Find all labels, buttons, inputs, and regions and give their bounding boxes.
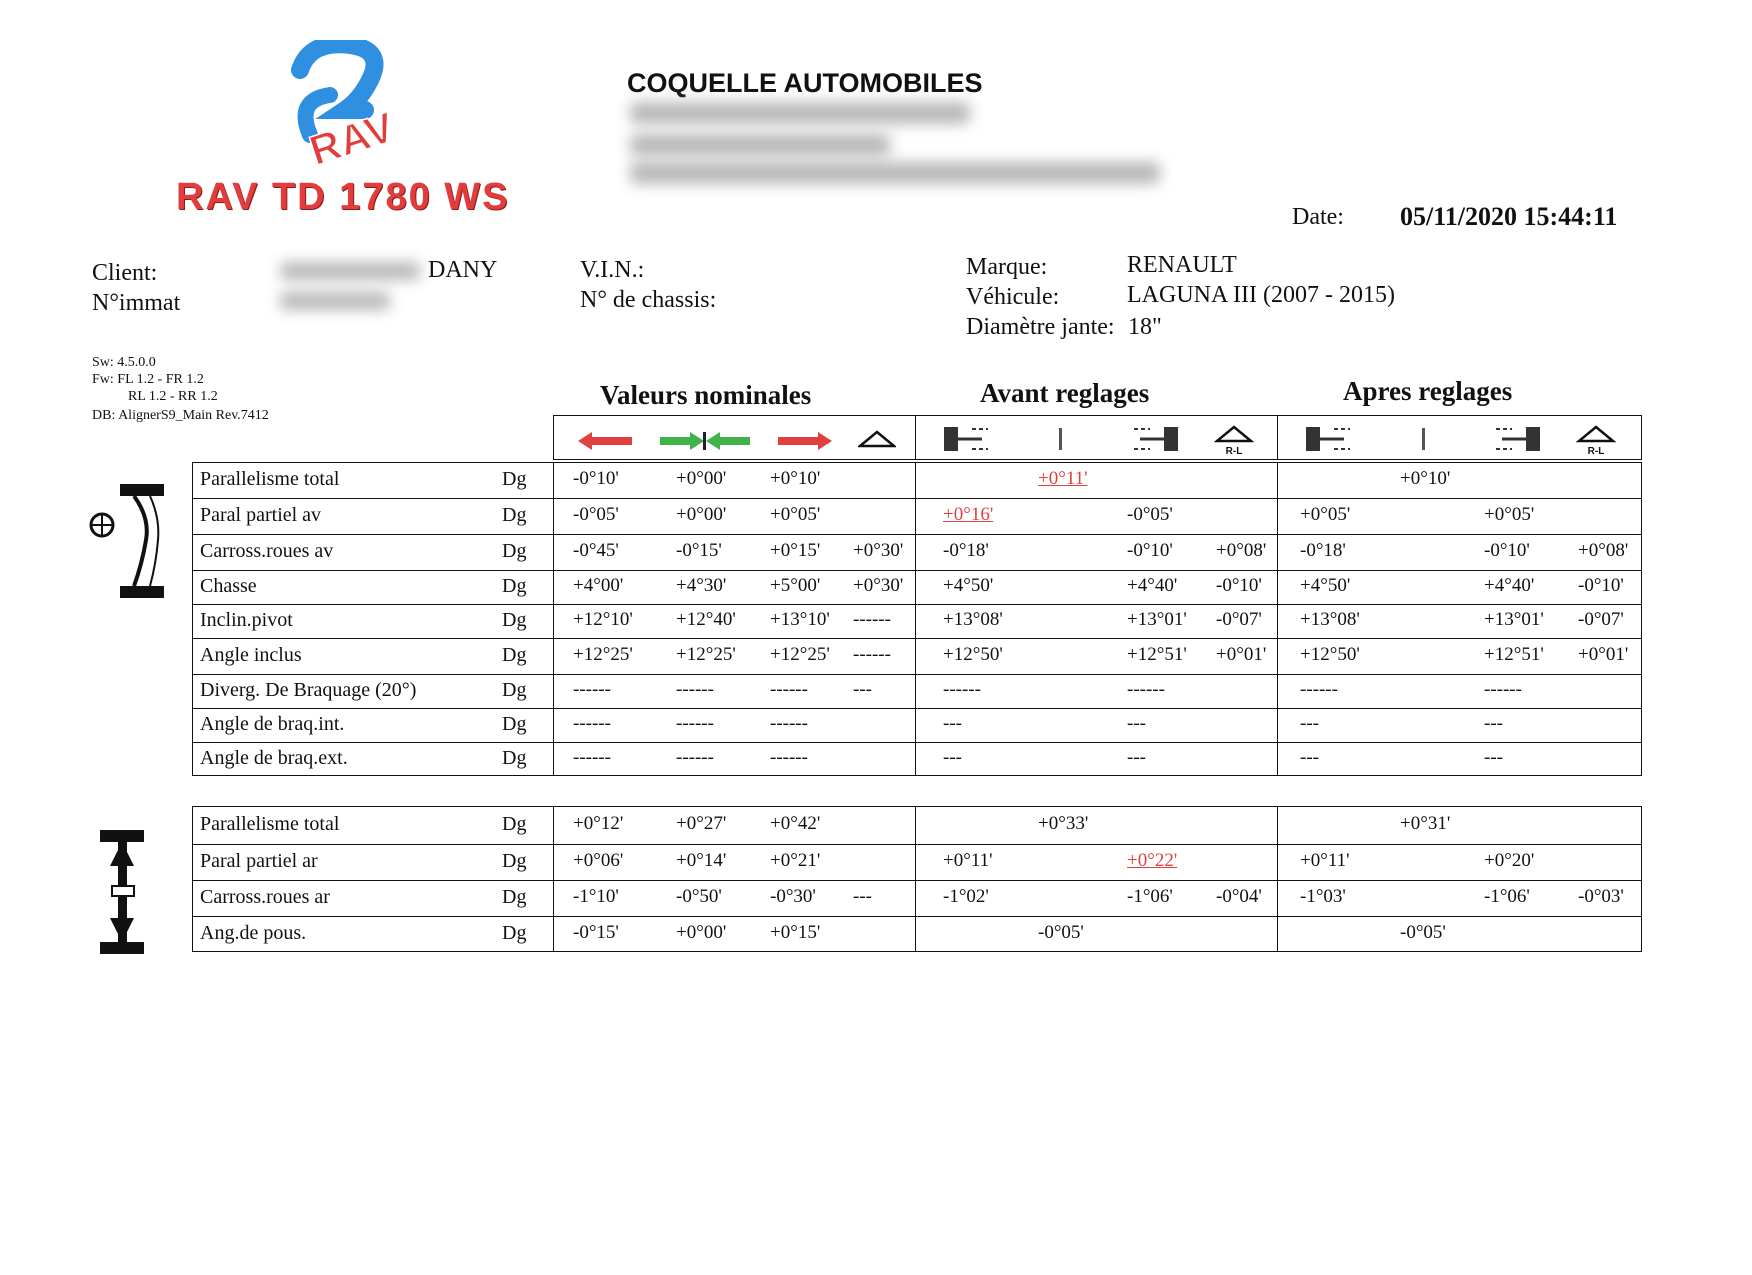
column-divider [553, 806, 554, 952]
after-value: +13°01' [1484, 609, 1544, 630]
nominal-value: ------ [853, 609, 891, 630]
row-label: Chasse [200, 575, 257, 597]
column-divider [915, 462, 916, 776]
nominal-value: ------ [770, 713, 808, 734]
rear-axle-icon [98, 826, 150, 958]
nominal-value: ------ [676, 679, 714, 700]
after-value: +0°05' [1484, 504, 1535, 525]
before-value: +12°50' [943, 644, 1003, 665]
after-value: -0°10' [1484, 540, 1530, 561]
nominal-value: -0°10' [573, 468, 619, 489]
rl-icon [1214, 425, 1254, 455]
immat-redacted [280, 292, 390, 310]
nominal-value: ------ [573, 679, 611, 700]
after-value: --- [1300, 713, 1319, 734]
date-value: 05/11/2020 15:44:11 [1400, 202, 1618, 231]
nominal-value: ------ [770, 679, 808, 700]
unit-label: Dg [502, 540, 527, 562]
address-redacted [630, 102, 970, 124]
row-divider [192, 674, 1642, 675]
after-value: -0°18' [1300, 540, 1346, 561]
nominal-value: +4°30' [676, 575, 727, 596]
device-model: RAV TD 1780 WS [176, 176, 510, 218]
vehicule-value: LAGUNA III (2007 - 2015) [1127, 282, 1395, 308]
before-value: +4°50' [943, 575, 994, 596]
after-title: Apres reglages [1343, 376, 1513, 406]
wheel-right-icon [1490, 425, 1542, 453]
before-value: -0°18' [943, 540, 989, 561]
nominal-value: -0°05' [573, 504, 619, 525]
logo-rav-text: RAV [303, 103, 400, 175]
before-value: -0°10' [1216, 575, 1262, 596]
after-value: +4°40' [1484, 575, 1535, 596]
unit-label: Dg [502, 609, 527, 631]
unit-label: Dg [502, 713, 527, 735]
after-value: -1°06' [1484, 886, 1530, 907]
fw-version-rear: RL 1.2 - RR 1.2 [128, 389, 218, 404]
address-redacted [630, 134, 890, 156]
row-label: Angle de braq.ext. [200, 747, 348, 769]
row-divider [192, 916, 1642, 917]
before-value: +0°01' [1216, 644, 1267, 665]
nominal-value: --- [853, 679, 872, 700]
nominal-value: +4°00' [573, 575, 624, 596]
after-value: +0°11' [1300, 850, 1350, 871]
nominal-value: ------ [853, 644, 891, 665]
nominal-value: ------ [573, 713, 611, 734]
nominal-value: -0°30' [770, 886, 816, 907]
front_table-grid [192, 462, 1642, 776]
rl-label: R-L [1225, 446, 1243, 455]
row-divider [192, 534, 1642, 535]
unit-label: Dg [502, 886, 527, 908]
client-surname-redacted [280, 262, 420, 280]
row-label: Diverg. De Braquage (20°) [200, 679, 417, 701]
jante-value: 18" [1128, 314, 1162, 340]
nominal-value: +12°25' [770, 644, 830, 665]
after-value: -1°03' [1300, 886, 1346, 907]
before-value: -0°05' [1127, 504, 1173, 525]
chassis-label: N° de chassis: [580, 287, 717, 313]
nominal-value: +0°21' [770, 850, 821, 871]
column-divider [915, 806, 916, 952]
nominal-value: +12°25' [573, 644, 633, 665]
wheel-right-icon [1128, 425, 1180, 453]
before-value: -0°04' [1216, 886, 1262, 907]
nominal-value: +12°25' [676, 644, 736, 665]
rl-label: R-L [1587, 446, 1605, 455]
after-value: +4°50' [1300, 575, 1351, 596]
row-label: Inclin.pivot [200, 609, 293, 631]
after-value: -0°10' [1578, 575, 1624, 596]
phone-redacted [630, 162, 1160, 184]
nominal-value: +0°42' [770, 813, 821, 834]
before-value: +13°01' [1127, 609, 1187, 630]
marque-value: RENAULT [1127, 252, 1237, 278]
after-value: --- [1300, 747, 1319, 768]
before-title: Avant reglages [980, 378, 1150, 408]
vehicule-label: Véhicule: [966, 284, 1060, 310]
nominal-value: ------ [676, 713, 714, 734]
row-label: Parallelisme total [200, 468, 340, 490]
row-label: Angle inclus [200, 644, 302, 666]
nominal-value: +0°12' [573, 813, 624, 834]
before-value: +0°16' [943, 504, 994, 525]
unit-label: Dg [502, 747, 527, 769]
unit-label: Dg [502, 922, 527, 944]
row-label: Parallelisme total [200, 813, 340, 835]
after-value: +0°10' [1400, 468, 1451, 489]
after-value: +12°50' [1300, 644, 1360, 665]
before-value: +0°11' [1038, 468, 1088, 489]
unit-label: Dg [502, 850, 527, 872]
nominal-value: -0°45' [573, 540, 619, 561]
after-value: +13°08' [1300, 609, 1360, 630]
row-label: Angle de braq.int. [200, 713, 345, 735]
nominal-value: +12°40' [676, 609, 736, 630]
bar-icon [1058, 428, 1064, 450]
fw-version-front: Fw: FL 1.2 - FR 1.2 [92, 372, 204, 387]
arrow-left-red-icon [578, 432, 632, 450]
unit-label: Dg [502, 468, 527, 490]
sw-version: Sw: 4.5.0.0 [92, 355, 156, 370]
before-value: +4°40' [1127, 575, 1178, 596]
nominal-value: +0°06' [573, 850, 624, 871]
before-value: --- [1127, 747, 1146, 768]
arrows-center-green-icon [660, 432, 750, 450]
unit-label: Dg [502, 813, 527, 835]
nominal-value: +0°30' [853, 575, 904, 596]
nominal-value: ------ [676, 747, 714, 768]
after-value: ------ [1484, 679, 1522, 700]
nominal-value: +0°15' [770, 540, 821, 561]
before-value: -0°05' [1038, 922, 1084, 943]
row-label: Ang.de pous. [200, 922, 307, 944]
after-value: ------ [1300, 679, 1338, 700]
before-value: ------ [943, 679, 981, 700]
row-divider [192, 708, 1642, 709]
nominal-value: -0°50' [676, 886, 722, 907]
nominal-value: --- [853, 886, 872, 907]
wheel-left-icon [1304, 425, 1356, 453]
after-value: +0°20' [1484, 850, 1535, 871]
row-divider [192, 638, 1642, 639]
after-value: +0°31' [1400, 813, 1451, 834]
nominal-value: +0°30' [853, 540, 904, 561]
unit-label: Dg [502, 679, 527, 701]
client-name: DANY [428, 257, 498, 283]
nominal-value: +0°00' [676, 504, 727, 525]
nominal-value: +0°00' [676, 922, 727, 943]
nominal-value: ------ [573, 747, 611, 768]
row-label: Carross.roues av [200, 540, 334, 562]
nominal-value: -1°10' [573, 886, 619, 907]
after-value: +0°05' [1300, 504, 1351, 525]
company-name: COQUELLE AUTOMOBILES [627, 68, 983, 98]
rav-logo-icon [290, 40, 420, 175]
nominal-value: -0°15' [676, 540, 722, 561]
arrow-right-red-icon [778, 432, 832, 450]
nominal-value: +13°10' [770, 609, 830, 630]
after-value: +12°51' [1484, 644, 1544, 665]
after-value: -0°07' [1578, 609, 1624, 630]
before-value: +13°08' [943, 609, 1003, 630]
jante-label: Diamètre jante: [966, 314, 1115, 340]
nominal-value: +0°14' [676, 850, 727, 871]
nominal-title: Valeurs nominales [600, 380, 812, 410]
before-value: +0°11' [943, 850, 993, 871]
row-divider [192, 498, 1642, 499]
triangle-icon [858, 430, 896, 448]
after-value: +0°08' [1578, 540, 1629, 561]
vin-label: V.I.N.: [580, 257, 645, 283]
nominal-value: +5°00' [770, 575, 821, 596]
before-value: +0°33' [1038, 813, 1089, 834]
nominal-value: +0°05' [770, 504, 821, 525]
column-divider [1277, 806, 1278, 952]
date-label: Date: [1292, 204, 1344, 230]
row-divider [192, 604, 1642, 605]
row-divider [192, 570, 1642, 571]
before-value: +12°51' [1127, 644, 1187, 665]
nominal-value: +0°10' [770, 468, 821, 489]
nominal-value: -0°15' [573, 922, 619, 943]
row-divider [192, 742, 1642, 743]
row-label: Paral partiel av [200, 504, 322, 526]
before-value: --- [943, 713, 962, 734]
before-value: -0°07' [1216, 609, 1262, 630]
column-divider [1277, 462, 1278, 776]
unit-label: Dg [502, 575, 527, 597]
row-label: Paral partiel ar [200, 850, 318, 872]
row-divider [192, 844, 1642, 845]
unit-label: Dg [502, 644, 527, 666]
nominal-value: +0°15' [770, 922, 821, 943]
after-value: -0°05' [1400, 922, 1446, 943]
before-value: +0°08' [1216, 540, 1267, 561]
immat-label: N°immat [92, 290, 181, 316]
front-axle-icon [88, 478, 170, 602]
row-label: Carross.roues ar [200, 886, 330, 908]
after-value: --- [1484, 747, 1503, 768]
before-value: -1°06' [1127, 886, 1173, 907]
after-value: -0°03' [1578, 886, 1624, 907]
column-divider [553, 462, 554, 776]
row-divider [192, 880, 1642, 881]
marque-label: Marque: [966, 254, 1048, 280]
nominal-value: ------ [770, 747, 808, 768]
nominal-value: +0°27' [676, 813, 727, 834]
before-value: --- [943, 747, 962, 768]
before-value: ------ [1127, 679, 1165, 700]
nominal-value: +12°10' [573, 609, 633, 630]
rl-icon [1576, 425, 1616, 455]
after-value: --- [1484, 713, 1503, 734]
before-value: -1°02' [943, 886, 989, 907]
unit-label: Dg [502, 504, 527, 526]
nominal-value: +0°00' [676, 468, 727, 489]
after-value: +0°01' [1578, 644, 1629, 665]
db-version: DB: AlignerS9_Main Rev.7412 [92, 408, 269, 423]
client-label: Client: [92, 260, 158, 286]
before-value: --- [1127, 713, 1146, 734]
before-value: +0°22' [1127, 850, 1178, 871]
wheel-left-icon [942, 425, 994, 453]
before-value: -0°10' [1127, 540, 1173, 561]
bar-icon [1421, 428, 1427, 450]
